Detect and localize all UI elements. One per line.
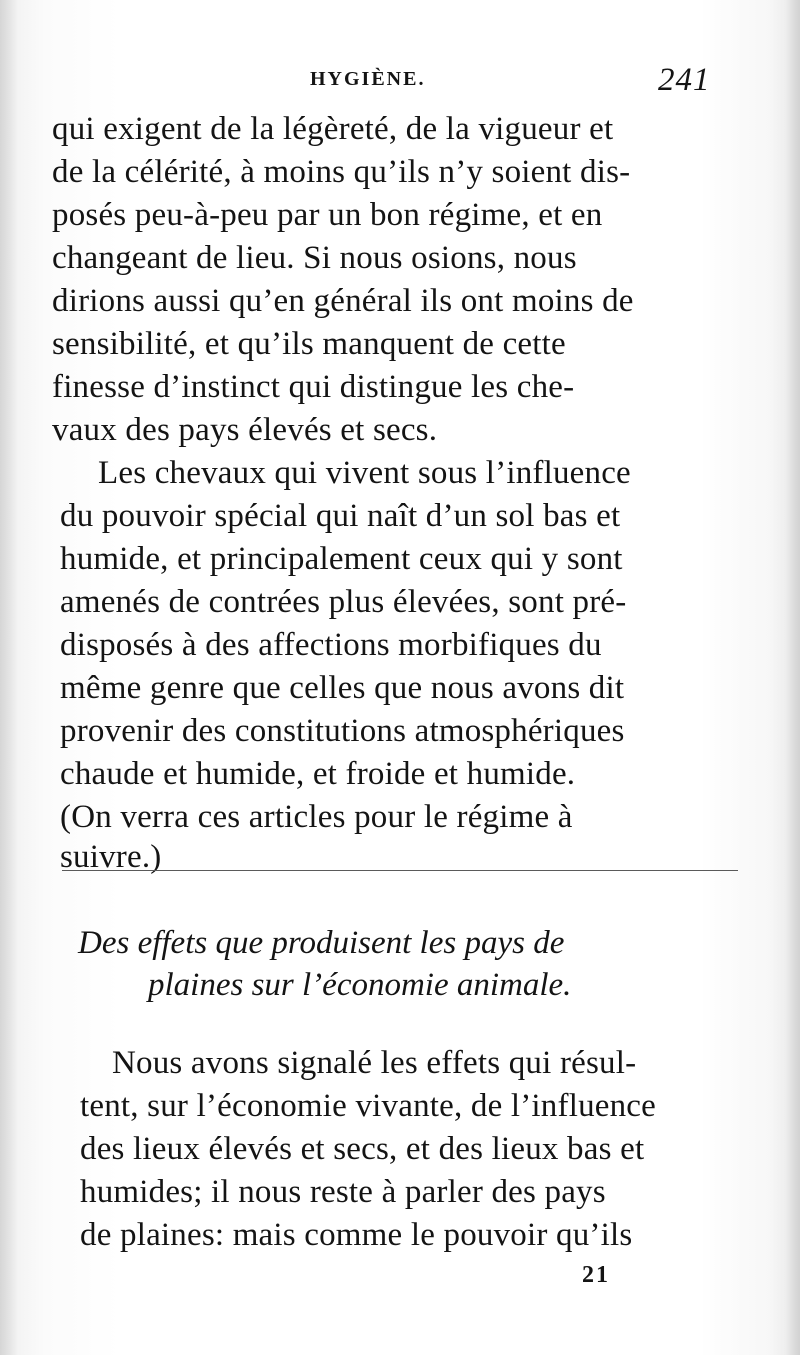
page-edge-shadow [786,0,800,1355]
text-line: suivre.) [60,839,162,875]
text-line: Nous avons signalé les effets qui résul- [112,1045,637,1081]
signature-mark: 21 [582,1262,610,1288]
text-line: provenir des constitutions atmosphériques [60,713,625,749]
text-line: humide, et principalement ceux qui y sont [60,541,623,577]
page-gutter-shadow [0,0,18,1355]
text-line: même genre que celles que nous avons dit [60,670,625,706]
footnote-rule [62,870,738,871]
section-title-line-1: Des effets que produisent les pays de [78,925,565,961]
text-line: amenés de contrées plus élevées, sont pré- [60,584,627,620]
text-line: Les chevaux qui vivent sous l’influence [98,455,631,491]
text-line: dirions aussi qu’en général ils ont moins de [52,283,634,319]
running-head: HYGIÈNE. [310,68,426,90]
text-line: des lieux élevés et secs, et des lieux bas et [80,1131,645,1167]
page-number: 241 [658,62,711,98]
text-line: tent, sur l’économie vivante, de l’influence [80,1088,657,1124]
text-line: posés peu-à-peu par un bon régime, et en [52,197,603,233]
text-line: de plaines: mais comme le pouvoir qu’ils [80,1217,633,1253]
text-line: (On verra ces articles pour le régime à [60,799,573,835]
text-line: disposés à des affections morbifiques du [60,627,602,663]
text-line: vaux des pays élevés et secs. [52,412,438,448]
text-line: de la célérité, à moins qu’ils n’y soient dis- [52,154,631,190]
section-title-line-2: plaines sur l’économie animale. [148,967,572,1003]
text-line: humides; il nous reste à parler des pays [80,1174,606,1210]
text-line: chaude et humide, et froide et humide. [60,756,576,792]
text-line: qui exigent de la légèreté, de la vigueur et [52,111,614,147]
text-line: sensibilité, et qu’ils manquent de cette [52,326,566,362]
text-line: du pouvoir spécial qui naît d’un sol bas et [60,498,621,534]
text-line: finesse d’instinct qui distingue les che- [52,369,575,405]
page-header [0,62,800,108]
text-line: changeant de lieu. Si nous osions, nous [52,240,577,276]
